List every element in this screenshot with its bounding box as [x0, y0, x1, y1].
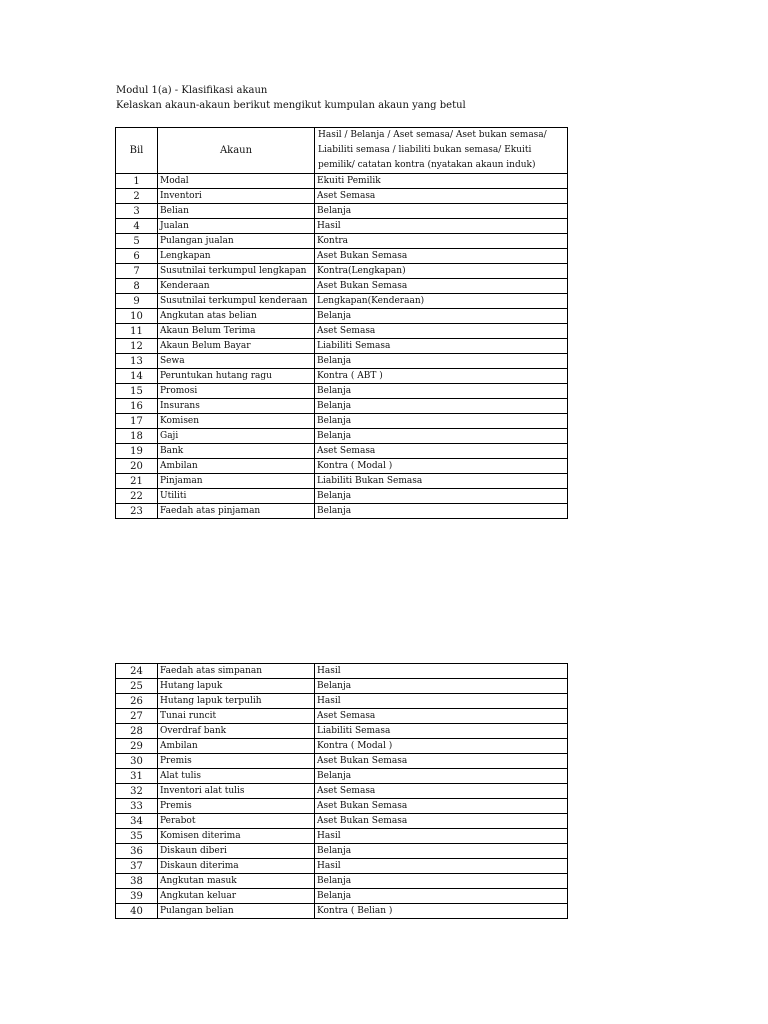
- cell-bil: 5: [116, 234, 158, 249]
- cell-bil: 38: [116, 874, 158, 889]
- cell-bil: 21: [116, 474, 158, 489]
- cell-bil: 10: [116, 309, 158, 324]
- cell-bil: 14: [116, 369, 158, 384]
- table-row: [116, 294, 568, 309]
- cell-kategori: Aset Semasa: [315, 784, 568, 799]
- cell-akaun: Belian: [158, 204, 315, 219]
- cell-bil: 22: [116, 489, 158, 504]
- cell-akaun: Pulangan belian: [158, 904, 315, 919]
- cell-bil: 12: [116, 339, 158, 354]
- cell-akaun: Hutang lapuk: [158, 679, 315, 694]
- cell-akaun: Faedah atas pinjaman: [158, 504, 315, 519]
- cell-kategori: Hasil: [315, 859, 568, 874]
- cell-kategori: Liabiliti Bukan Semasa: [315, 474, 568, 489]
- cell-bil: 16: [116, 399, 158, 414]
- cell-akaun: Angkutan atas belian: [158, 309, 315, 324]
- cell-akaun: Diskaun diterima: [158, 859, 315, 874]
- column-header-akaun: Akaun: [158, 128, 315, 174]
- table-row: [116, 354, 568, 369]
- cell-bil: 23: [116, 504, 158, 519]
- cell-bil: 26: [116, 694, 158, 709]
- cell-kategori: Belanja: [315, 769, 568, 784]
- cell-akaun: Premis: [158, 799, 315, 814]
- cell-bil: 24: [116, 664, 158, 679]
- table-row: [116, 264, 568, 279]
- cell-kategori: Aset Semasa: [315, 709, 568, 724]
- cell-akaun: Utiliti: [158, 489, 315, 504]
- cell-bil: 35: [116, 829, 158, 844]
- cell-kategori: Kontra: [315, 234, 568, 249]
- table-row: [116, 664, 568, 679]
- cell-kategori: Belanja: [315, 204, 568, 219]
- cell-kategori: Belanja: [315, 679, 568, 694]
- cell-bil: 18: [116, 429, 158, 444]
- cell-kategori: Aset Bukan Semasa: [315, 249, 568, 264]
- cell-bil: 17: [116, 414, 158, 429]
- cell-akaun: Modal: [158, 174, 315, 189]
- cell-kategori: Liabiliti Semasa: [315, 724, 568, 739]
- table-row: [116, 889, 568, 904]
- cell-kategori: Hasil: [315, 664, 568, 679]
- table-row: [116, 414, 568, 429]
- table-row: [116, 369, 568, 384]
- table-row: [116, 904, 568, 919]
- cell-kategori: Aset Bukan Semasa: [315, 754, 568, 769]
- cell-akaun: Bank: [158, 444, 315, 459]
- cell-kategori: Kontra ( Modal ): [315, 459, 568, 474]
- table-row: [116, 219, 568, 234]
- table-row: [116, 709, 568, 724]
- cell-kategori: Aset Semasa: [315, 324, 568, 339]
- cell-akaun: Sewa: [158, 354, 315, 369]
- table-row: [116, 814, 568, 829]
- table-row: [116, 724, 568, 739]
- cell-bil: 27: [116, 709, 158, 724]
- cell-kategori: Kontra ( ABT ): [315, 369, 568, 384]
- cell-akaun: Diskaun diberi: [158, 844, 315, 859]
- account-table-part-1: [115, 127, 568, 519]
- cell-bil: 13: [116, 354, 158, 369]
- cell-kategori: Belanja: [315, 309, 568, 324]
- cell-bil: 32: [116, 784, 158, 799]
- table-row: [116, 249, 568, 264]
- table-body-part-2: [116, 664, 568, 919]
- cell-kategori: Belanja: [315, 354, 568, 369]
- cell-akaun: Inventori alat tulis: [158, 784, 315, 799]
- table-row: [116, 384, 568, 399]
- cell-kategori: Belanja: [315, 399, 568, 414]
- cell-bil: 11: [116, 324, 158, 339]
- table-row: [116, 324, 568, 339]
- cell-bil: 1: [116, 174, 158, 189]
- table-row: [116, 459, 568, 474]
- account-table-part-2: [115, 663, 568, 919]
- cell-akaun: Peruntukan hutang ragu: [158, 369, 315, 384]
- cell-bil: 39: [116, 889, 158, 904]
- cell-kategori: Belanja: [315, 429, 568, 444]
- cell-kategori: Ekuiti Pemilik: [315, 174, 568, 189]
- cell-akaun: Pulangan jualan: [158, 234, 315, 249]
- table-row: [116, 504, 568, 519]
- cell-kategori: Kontra ( Modal ): [315, 739, 568, 754]
- cell-bil: 29: [116, 739, 158, 754]
- cell-bil: 30: [116, 754, 158, 769]
- cell-akaun: Akaun Belum Bayar: [158, 339, 315, 354]
- cell-akaun: Perabot: [158, 814, 315, 829]
- cell-kategori: Aset Bukan Semasa: [315, 279, 568, 294]
- cell-kategori: Belanja: [315, 874, 568, 889]
- cell-akaun: Insurans: [158, 399, 315, 414]
- table-row: [116, 279, 568, 294]
- cell-bil: 33: [116, 799, 158, 814]
- cell-akaun: Tunai runcit: [158, 709, 315, 724]
- cell-akaun: Alat tulis: [158, 769, 315, 784]
- cell-kategori: Aset Semasa: [315, 444, 568, 459]
- cell-akaun: Angkutan masuk: [158, 874, 315, 889]
- cell-kategori: Belanja: [315, 414, 568, 429]
- table-row: [116, 679, 568, 694]
- cell-akaun: Faedah atas simpanan: [158, 664, 315, 679]
- cell-bil: 3: [116, 204, 158, 219]
- cell-kategori: Lengkapan(Kenderaan): [315, 294, 568, 309]
- cell-akaun: Kenderaan: [158, 279, 315, 294]
- table-row: [116, 234, 568, 249]
- cell-kategori: Belanja: [315, 489, 568, 504]
- column-header-bil: Bil: [116, 128, 158, 174]
- cell-bil: 2: [116, 189, 158, 204]
- cell-kategori: Belanja: [315, 889, 568, 904]
- cell-akaun: Overdraf bank: [158, 724, 315, 739]
- table-row: [116, 844, 568, 859]
- table-row: [116, 784, 568, 799]
- table-row: [116, 799, 568, 814]
- cell-akaun: Hutang lapuk terpulih: [158, 694, 315, 709]
- cell-akaun: Susutnilai terkumpul kenderaan: [158, 294, 315, 309]
- cell-kategori: Kontra(Lengkapan): [315, 264, 568, 279]
- cell-akaun: Ambilan: [158, 739, 315, 754]
- table-row: [116, 754, 568, 769]
- table-row: [116, 339, 568, 354]
- table-row: [116, 204, 568, 219]
- cell-akaun: Komisen diterima: [158, 829, 315, 844]
- cell-akaun: Susutnilai terkumpul lengkapan: [158, 264, 315, 279]
- cell-kategori: Liabiliti Semasa: [315, 339, 568, 354]
- table-row: [116, 829, 568, 844]
- cell-bil: 6: [116, 249, 158, 264]
- cell-bil: 19: [116, 444, 158, 459]
- cell-bil: 28: [116, 724, 158, 739]
- cell-akaun: Jualan: [158, 219, 315, 234]
- page-title: Modul 1(a) - Klasifikasi akaun: [116, 85, 268, 96]
- cell-kategori: Aset Bukan Semasa: [315, 799, 568, 814]
- table-row: [116, 174, 568, 189]
- cell-bil: 8: [116, 279, 158, 294]
- cell-kategori: Hasil: [315, 694, 568, 709]
- cell-bil: 15: [116, 384, 158, 399]
- cell-bil: 37: [116, 859, 158, 874]
- table-header-row: [116, 128, 568, 174]
- cell-akaun: Angkutan keluar: [158, 889, 315, 904]
- table-row: [116, 769, 568, 784]
- table-row: [116, 694, 568, 709]
- cell-bil: 25: [116, 679, 158, 694]
- table-row: [116, 444, 568, 459]
- table-row: [116, 874, 568, 889]
- cell-bil: 31: [116, 769, 158, 784]
- table-row: [116, 189, 568, 204]
- table-body-part-1: [116, 174, 568, 519]
- cell-bil: 20: [116, 459, 158, 474]
- cell-kategori: Hasil: [315, 219, 568, 234]
- cell-akaun: Ambilan: [158, 459, 315, 474]
- table-row: [116, 489, 568, 504]
- table-row: [116, 309, 568, 324]
- cell-akaun: Lengkapan: [158, 249, 315, 264]
- cell-bil: 34: [116, 814, 158, 829]
- cell-kategori: Belanja: [315, 384, 568, 399]
- table-row: [116, 429, 568, 444]
- cell-kategori: Aset Bukan Semasa: [315, 814, 568, 829]
- cell-bil: 36: [116, 844, 158, 859]
- cell-akaun: Gaji: [158, 429, 315, 444]
- column-header-kategori: Hasil / Belanja / Aset semasa/ Aset bukan semasa/ Liabiliti semasa / liabiliti bukan semasa/ Ekuiti pemilik/ catatan kontra (nyatakan akaun induk): [315, 128, 568, 174]
- cell-kategori: Aset Semasa: [315, 189, 568, 204]
- cell-akaun: Inventori: [158, 189, 315, 204]
- cell-akaun: Premis: [158, 754, 315, 769]
- cell-kategori: Belanja: [315, 844, 568, 859]
- table-row: [116, 859, 568, 874]
- table-row: [116, 474, 568, 489]
- instruction-text: Kelaskan akaun-akaun berikut mengikut kumpulan akaun yang betul: [116, 100, 466, 111]
- cell-akaun: Promosi: [158, 384, 315, 399]
- cell-akaun: Komisen: [158, 414, 315, 429]
- cell-kategori: Hasil: [315, 829, 568, 844]
- cell-bil: 40: [116, 904, 158, 919]
- cell-kategori: Kontra ( Belian ): [315, 904, 568, 919]
- cell-kategori: Belanja: [315, 504, 568, 519]
- cell-bil: 4: [116, 219, 158, 234]
- cell-akaun: Pinjaman: [158, 474, 315, 489]
- table-row: [116, 739, 568, 754]
- cell-akaun: Akaun Belum Terima: [158, 324, 315, 339]
- table-row: [116, 399, 568, 414]
- cell-bil: 9: [116, 294, 158, 309]
- cell-bil: 7: [116, 264, 158, 279]
